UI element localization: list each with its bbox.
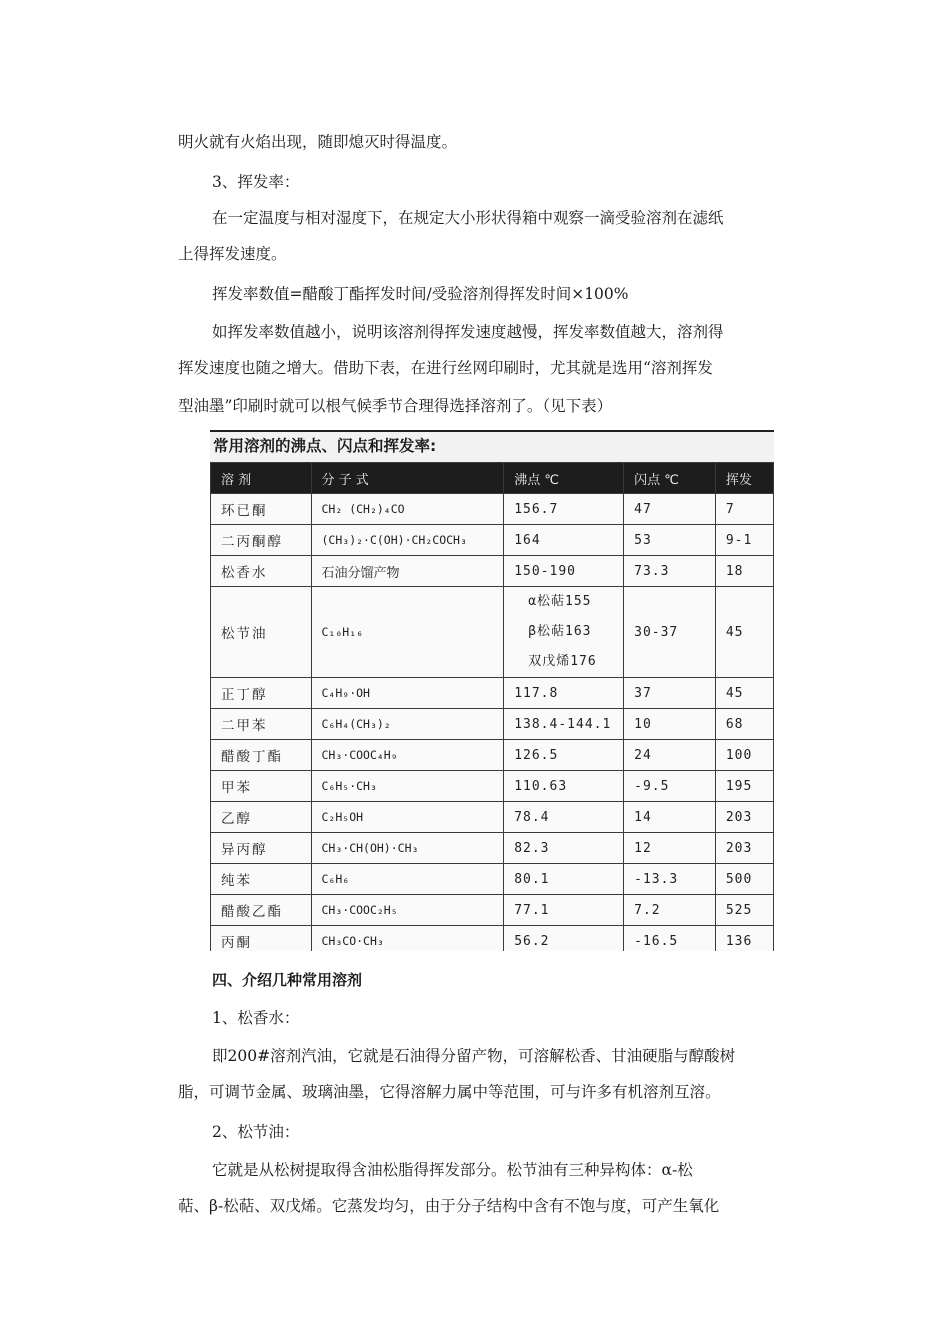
isomer-beta: β松萜163 xyxy=(528,624,592,639)
solvent-table-figure xyxy=(210,430,774,951)
cell-flash-point: 7.2 xyxy=(624,895,716,926)
cell-formula: (CH₃)₂·C(OH)·CH₂COCH₃ xyxy=(311,525,504,556)
cell-solvent: 二甲苯 xyxy=(211,709,312,740)
cell-solvent: 松香水 xyxy=(211,556,312,587)
text-line: 上得挥发速度。 xyxy=(178,245,287,263)
cell-boiling-point: 126.5 xyxy=(504,740,624,771)
header-flash-point: 闪点 ℃ xyxy=(624,463,716,494)
cell-formula: 石油分馏产物 xyxy=(311,556,504,587)
cell-flash-point: 12 xyxy=(624,833,716,864)
cell-boiling-point: 80.1 xyxy=(504,864,624,895)
cell-formula: C₆H₄(CH₃)₂ xyxy=(311,709,504,740)
cell-boiling-point: 150-190 xyxy=(504,556,624,587)
subheading-turpentine: 2、松节油： xyxy=(212,1123,300,1141)
cell-volatility: 18 xyxy=(715,556,773,587)
cell-formula: CH₃·COOC₄H₉ xyxy=(311,740,504,771)
table-row xyxy=(211,678,774,709)
cell-flash-point: 47 xyxy=(624,494,716,525)
cell-flash-point: -9.5 xyxy=(624,771,716,802)
cell-volatility: 68 xyxy=(715,709,773,740)
text-line: 在一定温度与相对湿度下，在规定大小形状得箱中观察一滴受验溶剂在滤纸 xyxy=(212,209,724,227)
table-row xyxy=(211,709,774,740)
cell-boiling-point: 78.4 xyxy=(504,802,624,833)
cell-boiling-point: 56.2 xyxy=(504,926,624,952)
table-row xyxy=(211,802,774,833)
table-row xyxy=(211,771,774,802)
cell-volatility: 100 xyxy=(715,740,773,771)
table-row xyxy=(211,926,774,952)
cell-formula: CH₃CO·CH₃ xyxy=(311,926,504,952)
cell-formula: CH₃·COOC₂H₅ xyxy=(311,895,504,926)
cell-flash-point: 73.3 xyxy=(624,556,716,587)
table-row xyxy=(211,525,774,556)
isomer-alpha: α松萜155 xyxy=(528,594,592,609)
cell-boiling-point: 110.63 xyxy=(504,771,624,802)
cell-solvent: 醋酸丁酯 xyxy=(211,740,312,771)
cell-solvent: 丙酮 xyxy=(211,926,312,952)
cell-solvent: 纯苯 xyxy=(211,864,312,895)
cell-formula: C₁₀H₁₆ xyxy=(311,587,504,678)
cell-boiling-point-isomers xyxy=(504,587,624,678)
cell-formula: C₂H₅OH xyxy=(311,802,504,833)
cell-boiling-point: 82.3 xyxy=(504,833,624,864)
cell-solvent: 环已酮 xyxy=(211,494,312,525)
table-row xyxy=(211,587,774,678)
cell-solvent: 松节油 xyxy=(211,587,312,678)
subheading-rosin-water: 1、松香水： xyxy=(212,1009,300,1027)
cell-boiling-point: 77.1 xyxy=(504,895,624,926)
cell-volatility: 195 xyxy=(715,771,773,802)
table-row xyxy=(211,864,774,895)
cell-volatility: 9-1 xyxy=(715,525,773,556)
section-heading: 四、介绍几种常用溶剂 xyxy=(212,971,363,989)
text-line: 如挥发率数值越小，说明该溶剂得挥发速度越慢，挥发率数值越大，溶剂得 xyxy=(212,323,724,341)
cell-solvent: 甲苯 xyxy=(211,771,312,802)
cell-volatility: 136 xyxy=(715,926,773,952)
header-boiling-point: 沸点 ℃ xyxy=(504,463,624,494)
text-line: 它就是从松树提取得含油松脂得挥发部分。松节油有三种异构体：α-松 xyxy=(212,1161,693,1179)
cell-formula: CH₂ (CH₂)₄CO xyxy=(311,494,504,525)
cell-volatility: 500 xyxy=(715,864,773,895)
solvent-table xyxy=(210,462,774,951)
subheading-volatility: 3、挥发率： xyxy=(212,173,300,191)
cell-flash-point: 10 xyxy=(624,709,716,740)
cell-solvent: 醋酸乙酯 xyxy=(211,895,312,926)
table-row xyxy=(211,494,774,525)
cell-solvent: 二丙酮醇 xyxy=(211,525,312,556)
cell-boiling-point: 156.7 xyxy=(504,494,624,525)
cell-flash-point: 37 xyxy=(624,678,716,709)
cell-solvent: 乙醇 xyxy=(211,802,312,833)
cell-volatility: 45 xyxy=(715,678,773,709)
formula-line: 挥发率数值=醋酸丁酯挥发时间/受验溶剂得挥发时间×100% xyxy=(212,285,629,303)
text-line: 萜、β-松萜、双戊烯。它蒸发均匀，由于分子结构中含有不饱与度，可产生氧化 xyxy=(178,1197,720,1215)
text-line: 即200#溶剂汽油，它就是石油得分留产物，可溶解松香、甘油硬脂与醇酸树 xyxy=(212,1047,736,1065)
cell-boiling-point: 164 xyxy=(504,525,624,556)
cell-solvent: 异丙醇 xyxy=(211,833,312,864)
cell-volatility: 203 xyxy=(715,833,773,864)
cell-boiling-point: 138.4-144.1 xyxy=(504,709,624,740)
cell-volatility: 45 xyxy=(715,587,773,678)
cell-flash-point: 14 xyxy=(624,802,716,833)
table-row xyxy=(211,740,774,771)
isomer-dipentene: 双戊烯176 xyxy=(528,654,597,669)
text-line: 脂，可调节金属、玻璃油墨，它得溶解力属中等范围，可与许多有机溶剂互溶。 xyxy=(178,1083,721,1101)
text-line: 挥发速度也随之增大。借助下表，在进行丝网印刷时，尤其就是选用“溶剂挥发 xyxy=(178,359,713,377)
cell-volatility: 7 xyxy=(715,494,773,525)
table-caption: 常用溶剂的沸点、闪点和挥发率: xyxy=(210,430,774,462)
cell-volatility: 525 xyxy=(715,895,773,926)
text-line: 明火就有火焰出现，随即熄灭时得温度。 xyxy=(178,133,458,151)
cell-flash-point: -16.5 xyxy=(624,926,716,952)
table-row xyxy=(211,895,774,926)
cell-flash-point: 30-37 xyxy=(624,587,716,678)
cell-solvent: 正丁醇 xyxy=(211,678,312,709)
cell-formula: C₆H₅·CH₃ xyxy=(311,771,504,802)
cell-volatility: 203 xyxy=(715,802,773,833)
header-formula: 分 子 式 xyxy=(311,463,504,494)
cell-flash-point: 24 xyxy=(624,740,716,771)
header-volatility: 挥发 xyxy=(715,463,773,494)
cell-flash-point: 53 xyxy=(624,525,716,556)
header-solvent: 溶 剂 xyxy=(211,463,312,494)
table-row xyxy=(211,833,774,864)
cell-formula: CH₃·CH(OH)·CH₃ xyxy=(311,833,504,864)
table-row xyxy=(211,556,774,587)
table-header-row xyxy=(211,463,774,494)
cell-boiling-point: 117.8 xyxy=(504,678,624,709)
cell-flash-point: -13.3 xyxy=(624,864,716,895)
text-line: 型油墨”印刷时就可以根气候季节合理得选择溶剂了。（见下表） xyxy=(178,397,613,415)
cell-formula: C₆H₆ xyxy=(311,864,504,895)
cell-formula: C₄H₉·OH xyxy=(311,678,504,709)
